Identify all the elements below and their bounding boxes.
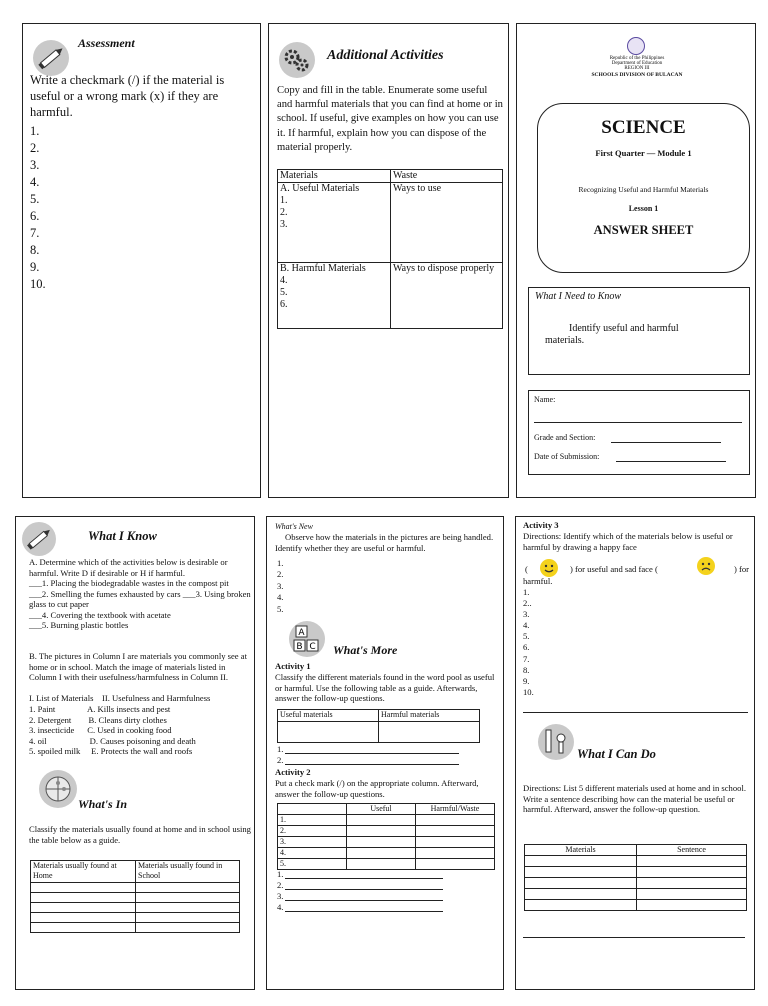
- activity2-answer-lines: [277, 869, 443, 913]
- table-row: 3.: [278, 837, 495, 848]
- harmful-item: 5.: [280, 287, 288, 298]
- activity1-title: Activity 1: [275, 661, 311, 671]
- pencil-icon: [33, 40, 69, 76]
- whats-in-instruction: Classify the materials usually found at home and in school using the table below as a guide.: [29, 824, 251, 845]
- table-row: 1.: [278, 815, 495, 826]
- activity1-answer-lines: [277, 744, 459, 766]
- answer-underline: [285, 900, 443, 901]
- abc-blocks-icon: [289, 621, 325, 657]
- activity1-answer-line: 2.: [277, 755, 459, 766]
- harmful-item: 6.: [280, 299, 288, 310]
- whats-in-table: [30, 860, 240, 933]
- ways-to-dispose-cell: Ways to dispose properly: [391, 263, 503, 329]
- assessment-item: 4.: [30, 175, 40, 189]
- date-line: [616, 461, 726, 462]
- can-do-col-sentence: Sentence: [637, 845, 747, 856]
- assessment-item: 3.: [30, 158, 40, 172]
- activity2-table: [277, 803, 495, 870]
- gears-icon: [279, 42, 315, 78]
- activity2-title: Activity 2: [275, 767, 311, 777]
- whats-in-icon: [39, 770, 77, 808]
- whats-new-item: 5.: [277, 603, 284, 614]
- assessment-item: 8.: [30, 243, 40, 257]
- table-row: [525, 889, 747, 900]
- assessment-item: 5.: [30, 192, 40, 206]
- activity1-answer-line: 1.: [277, 744, 459, 755]
- can-do-instruction: Directions: List 5 different materials used at home and in school. Write a sentence describing how can the material be useful or harmful. Afterward, answer the follow-up question.: [523, 783, 746, 815]
- activity2-text: Put a check mark (/) on the appropriate column. Afterward, answer the follow-up questions.: [275, 778, 479, 799]
- happy-face-icon: [539, 558, 559, 578]
- assessment-title: Assessment: [78, 36, 135, 50]
- answer-underline: [285, 911, 443, 912]
- know-b-row: 1. Paint A. Kills insects and pest: [29, 704, 171, 714]
- can-do-icon: [538, 724, 574, 760]
- know-a-item: ___1. Placing the biodegradable wastes in the compost pit: [29, 578, 229, 588]
- answer-underline: [285, 878, 443, 879]
- assessment-item: 1.: [30, 124, 40, 138]
- useful-materials-cell: A. Useful Materials 1. 2. 3.: [278, 183, 391, 263]
- activity2-answer-line: 4.: [277, 902, 443, 913]
- sad-face-icon: [696, 556, 716, 576]
- need-to-know-title: What I Need to Know: [535, 291, 622, 302]
- additional-icon: [279, 42, 315, 78]
- grade-line: [611, 442, 721, 443]
- activity3-item: 6.: [523, 642, 530, 653]
- answer-underline: [285, 753, 459, 754]
- answer-underline: [285, 889, 443, 890]
- table-row: [525, 856, 747, 867]
- whats-new-item: 4.: [277, 592, 284, 603]
- activity3-item: 5.: [523, 631, 530, 642]
- act1-col-harmful: Harmful materials: [379, 710, 480, 722]
- what-i-know-panel: [15, 516, 255, 990]
- can-do-title: What I Can Do: [577, 747, 656, 761]
- activity3-items: [523, 587, 534, 698]
- know-a-item: ___4. Covering the textbook with acetate: [29, 609, 171, 620]
- name-label: Name:: [534, 395, 556, 404]
- whats-more-icon: [289, 621, 325, 657]
- whats-in-title: What's In: [78, 797, 128, 811]
- table-row: [525, 900, 747, 911]
- activity3-item: 9.: [523, 675, 530, 686]
- cover-division: SCHOOLS DIVISION OF BULACAN: [591, 72, 683, 78]
- activity1-table: [277, 709, 480, 743]
- cover-quarter: First Quarter — Module 1: [595, 148, 692, 158]
- block-letter: A: [298, 628, 305, 638]
- harmful-item: 4.: [280, 275, 288, 286]
- cover-panel: [516, 23, 756, 498]
- cover-region: REGION III: [624, 66, 650, 71]
- assessment-item: 10.: [30, 277, 46, 291]
- block-letter: B: [296, 642, 303, 652]
- table-row: 4.: [278, 848, 495, 859]
- table-row: 5.: [278, 859, 495, 870]
- cover-department: Department of Education: [611, 61, 663, 66]
- know-b-rows: [29, 704, 196, 757]
- additional-col-materials: Materials: [278, 170, 391, 183]
- student-info-box: [528, 390, 750, 475]
- whats-new-item: 2.: [277, 569, 284, 580]
- cover-republic: Republic of the Philippines: [609, 56, 665, 61]
- cover-answer-sheet: ANSWER SHEET: [593, 223, 694, 237]
- know-b-row: 3. insecticide C. Used in cooking food: [29, 725, 172, 736]
- table-row: [31, 913, 240, 923]
- activity3-item: 7.: [523, 653, 530, 664]
- assessment-item: 9.: [30, 260, 40, 274]
- activity2-answer-line: 1.: [277, 869, 443, 880]
- can-do-table: [524, 844, 747, 911]
- pencil-icon: [22, 522, 56, 556]
- harmful-materials-cell: B. Harmful Materials 4. 5. 6.: [278, 263, 391, 329]
- whats-new-item: 1.: [277, 558, 284, 568]
- can-do-col-materials: Materials: [525, 845, 637, 856]
- table-row: [31, 883, 240, 893]
- activity3-divider: [523, 712, 748, 713]
- table-row: [31, 923, 240, 933]
- block-letter: C: [309, 642, 316, 652]
- table-row: [31, 903, 240, 913]
- know-b-row: 4. oil D. Causes poisoning and death: [29, 735, 196, 746]
- assessment-icon: [33, 40, 69, 76]
- know-icon: [22, 522, 56, 556]
- additional-title: Additional Activities: [327, 48, 444, 63]
- know-b-header: I. List of Materials II. Usefulness and Harmfulness: [29, 693, 211, 703]
- happy-face-line: ( ) for useful and sad face ( ) for: [523, 561, 753, 581]
- assessment-item: 2.: [30, 141, 40, 155]
- table-row: 2.: [278, 826, 495, 837]
- useful-item: 2.: [280, 207, 288, 218]
- assessment-item: 7.: [30, 226, 40, 240]
- act2-col-useful: Useful: [347, 804, 416, 815]
- whats-in-col-home: Materials usually found at Home: [31, 861, 136, 883]
- activity3-text: Directions: Identify which of the materials below is useful or harmful by drawing a happy face: [523, 531, 733, 552]
- cover-lesson: Lesson 1: [628, 204, 659, 213]
- know-a-instruction: A. Determine which of the activities below is desirable or harmful. Write D if desirable or H if harmful.: [29, 557, 228, 578]
- name-line: [534, 422, 742, 423]
- activity1-text: Classify the different materials found in the word pool as useful or harmful. Use the following table as a guide. Afterwards, answer the follow-up questions.: [275, 672, 495, 704]
- assessment-instruction: Write a checkmark (/) if the material is useful or a wrong mark (x) if they are harmful.: [30, 73, 225, 119]
- need-to-know-box: [528, 287, 750, 375]
- whats-new-title: What's New: [275, 522, 313, 531]
- date-label: Date of Submission:: [534, 452, 600, 461]
- grade-label: Grade and Section:: [534, 433, 596, 442]
- cover-topic: Recognizing Useful and Harmful Materials: [578, 185, 709, 194]
- tools-icon: [538, 724, 574, 760]
- whats-new-item: 3.: [277, 580, 284, 591]
- answer-underline: [285, 764, 459, 765]
- additional-col-waste: Waste: [391, 170, 503, 183]
- know-a-item: ___5. Burning plastic bottles: [29, 620, 129, 631]
- act2-col-harmful: Harmful/Waste: [416, 804, 495, 815]
- activity3-item: 3.: [523, 609, 530, 620]
- activity3-title: Activity 3: [523, 520, 559, 530]
- useful-item: 1.: [280, 195, 288, 206]
- activity2-answer-line: 2.: [277, 880, 443, 891]
- know-title: What I Know: [88, 529, 157, 543]
- table-row: [525, 867, 747, 878]
- know-b-row: 5. spoiled milk E. Protects the wall and roofs: [29, 746, 193, 757]
- need-to-know-text: Identify useful and harmful materials.: [545, 323, 679, 346]
- additional-instruction: Copy and fill in the table. Enumerate some useful and harmful materials that you can find at home or in school. If useful, give examples on how you can use it. If harmful, explain how you can dispose of the material properly.: [277, 85, 503, 153]
- know-a-items: [29, 578, 251, 631]
- additional-activities-panel: [268, 23, 509, 498]
- table-row: [31, 893, 240, 903]
- activity3-item: 4.: [523, 620, 530, 631]
- activity3-item: 1.: [523, 587, 530, 597]
- deped-seal: [627, 37, 645, 55]
- assessment-items: [30, 123, 46, 293]
- activity3-item: 10.: [523, 686, 534, 697]
- know-b-instruction: B. The pictures in Column I are materials you commonly see at home or in school. Match the image of materials listed in Column I with their usefulness/harmfulness in Column II.: [29, 651, 247, 683]
- whats-new-panel: [266, 516, 504, 990]
- activity2-answer-line: 3.: [277, 891, 443, 902]
- useful-item: 3.: [280, 219, 288, 230]
- whats-new-instruction: Observe how the materials in the pictures are being handled. Identify whether they are useful or harmful.: [275, 532, 494, 553]
- assessment-panel: [22, 23, 261, 498]
- cover-subject: SCIENCE: [601, 117, 686, 138]
- whats-new-items: [277, 558, 283, 615]
- activity3-harmful-end: harmful.: [523, 576, 553, 586]
- activity3-item: 2..: [523, 598, 532, 609]
- know-b-row: 2. Detergent B. Cleans dirty clothes: [29, 714, 167, 725]
- activity3-item: 8.: [523, 664, 530, 675]
- know-a-item: ___2. Smelling the fumes exhausted by cars ___3. Using broken glass to cut paper: [29, 588, 251, 610]
- assessment-item: 6.: [30, 209, 40, 223]
- whats-more-title: What's More: [333, 643, 398, 657]
- table-row: [525, 878, 747, 889]
- additional-table: [277, 169, 503, 329]
- can-do-answer-line: [523, 937, 745, 938]
- puzzle-icon: [39, 770, 77, 808]
- act1-col-useful: Useful materials: [278, 710, 379, 722]
- ways-to-use-cell: Ways to use: [391, 183, 503, 263]
- activity3-panel: [515, 516, 755, 990]
- whats-in-col-school: Materials usually found in School: [136, 861, 240, 883]
